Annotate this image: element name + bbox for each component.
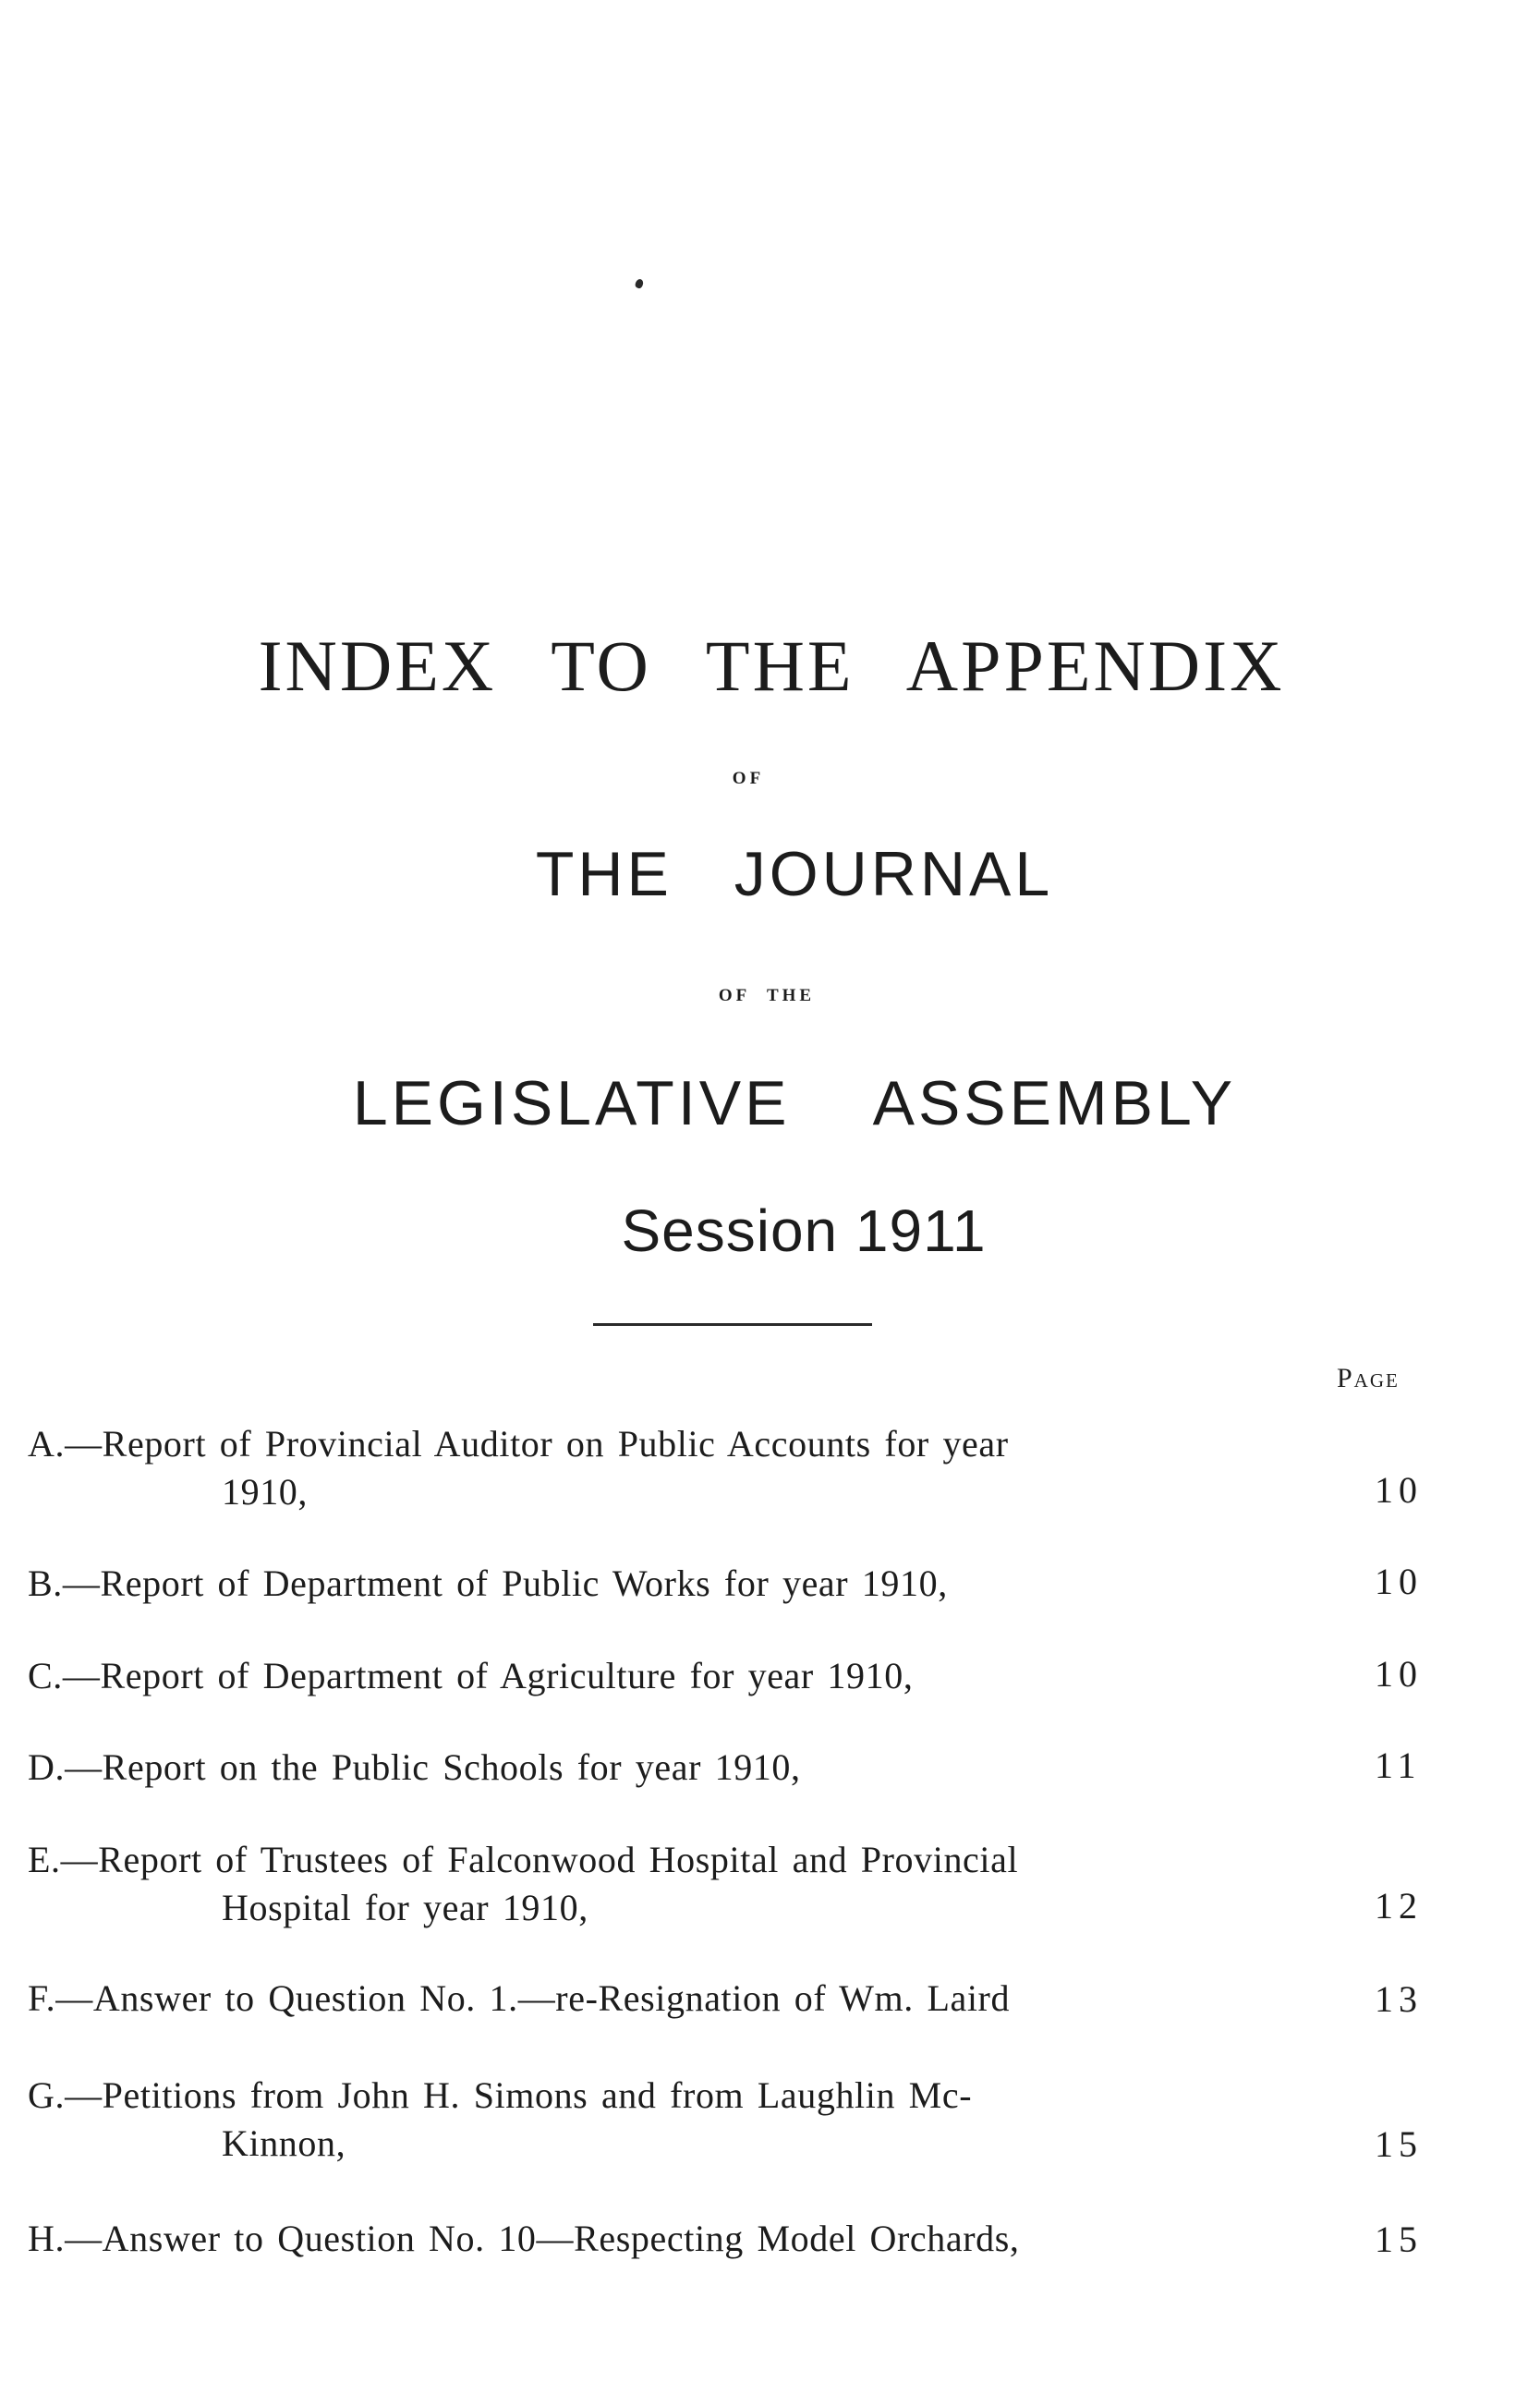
entry-text: F.—Answer to Question No. 1.—re-Resignation of Wm. Laird (28, 1977, 1011, 2019)
entry-page-number: 10 (1375, 1561, 1423, 1602)
title-line-1: INDEX TO THE APPENDIX (258, 626, 1285, 706)
index-entry-c (28, 1652, 1303, 1700)
entry-text: G.—Petitions from John H. Simons and from Laughlin Mc- (28, 2074, 973, 2116)
entry-page-number: 13 (1375, 1978, 1423, 2020)
title-line-5: LEGISLATIVE ASSEMBLY (352, 1068, 1237, 1138)
entry-text-continued: Kinnon, (222, 2122, 346, 2164)
index-entry-b (28, 1560, 1303, 1608)
title-line-3: THE JOURNAL (535, 839, 1054, 909)
index-entry-f (28, 1975, 1303, 2023)
index-entry-h (28, 2215, 1303, 2263)
page-column-header: Page (1337, 1363, 1400, 1393)
entry-text: A.—Report of Provincial Auditor on Public Accounts for year (28, 1423, 1009, 1465)
entry-text: E.—Report of Trustees of Falconwood Hospital and Provincial (28, 1839, 1019, 1880)
index-entry-e (28, 1836, 1303, 1932)
entry-text-continued: 1910, (222, 1471, 308, 1513)
entry-page-number: 10 (1375, 1653, 1423, 1695)
entry-text-continued: Hospital for year 1910, (222, 1887, 588, 1928)
entry-page-number: 10 (1375, 1469, 1423, 1511)
entry-text: H.—Answer to Question No. 10—Respecting Model Orchards, (28, 2218, 1020, 2259)
entry-page-number: 15 (1375, 2219, 1423, 2260)
title-line-2: OF (732, 769, 765, 788)
index-entry-d (28, 1744, 1303, 1792)
session-title: Session 1911 (621, 1197, 987, 1264)
entry-text: C.—Report of Department of Agriculture for year 1910, (28, 1655, 914, 1696)
index-entry-g (28, 2072, 1303, 2168)
entry-text: B.—Report of Department of Public Works for year 1910, (28, 1562, 948, 1604)
entry-page-number: 15 (1375, 2123, 1423, 2165)
title-line-4: OF THE (718, 986, 816, 1005)
entry-text: D.—Report on the Public Schools for year 1910, (28, 1746, 801, 1788)
entry-page-number: 11 (1375, 1744, 1422, 1786)
index-entry-a (28, 1420, 1303, 1516)
entry-page-number: 12 (1375, 1885, 1423, 1927)
